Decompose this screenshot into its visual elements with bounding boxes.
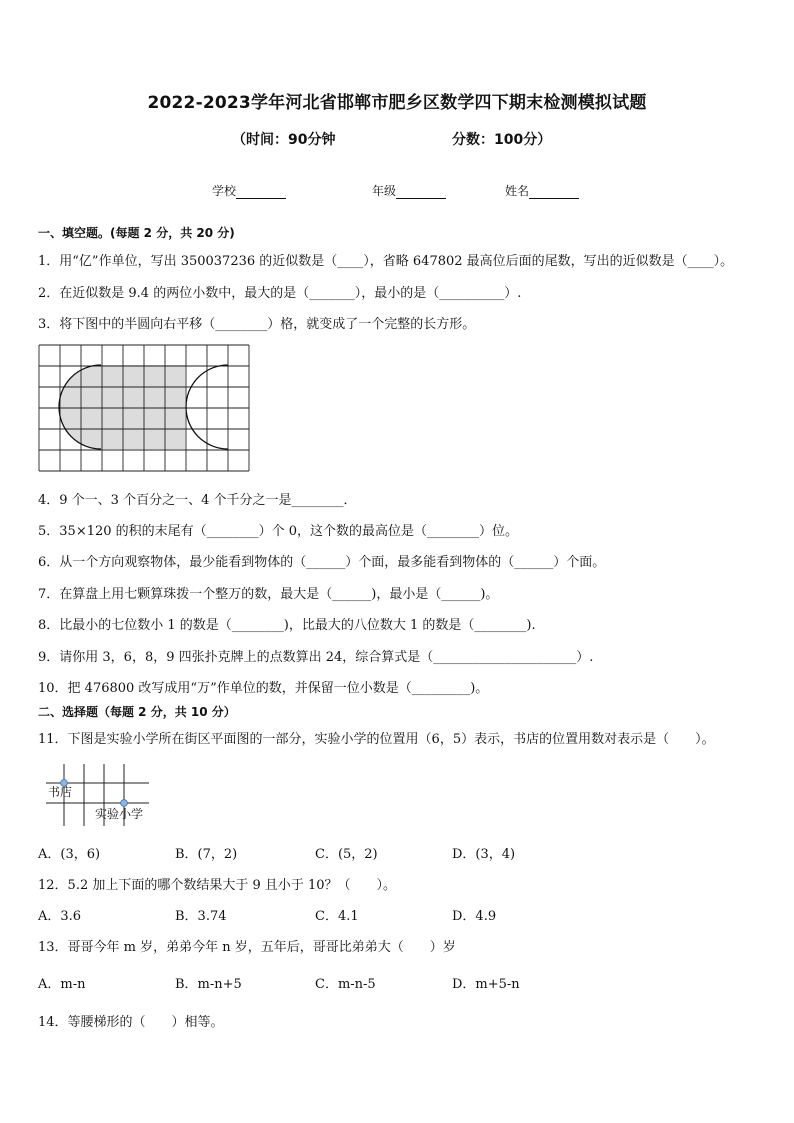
grade-field — [372, 182, 446, 199]
school-label: 实验小学 — [95, 807, 144, 821]
question-5: 5．35×120 的积的末尾有（________）个 0，这个数的最高位是（________）位。 — [38, 524, 519, 539]
name-field — [505, 182, 579, 199]
grade-label: 年级 — [372, 184, 397, 198]
q11-option-b[interactable]: B．(7，2) — [175, 847, 238, 862]
question-4: 4．9 个一、3 个百分之一、4 个千分之一是________． — [38, 493, 357, 508]
q11-option-c[interactable]: C．(5，2) — [315, 847, 378, 862]
grid-lines — [39, 345, 249, 471]
q13-option-c[interactable]: C．m-n-5 — [315, 977, 376, 992]
question-11: 11．下图是实验小学所在街区平面图的一部分，实验小学的位置用（6，5）表示，书店的位置用数对表示是（ ）。 — [38, 732, 715, 747]
q12-option-d[interactable]: D．4.9 — [452, 909, 497, 924]
school-blank — [236, 185, 286, 199]
q13-option-d[interactable]: D．m+5-n — [452, 977, 520, 992]
q13-option-b[interactable]: B．m-n+5 — [175, 977, 242, 992]
school-point — [121, 800, 128, 807]
q12-option-b[interactable]: B．3.74 — [175, 909, 227, 924]
question-9: 9．请你用 3，6，8，9 四张扑克牌上的点数算出 24，综合算式是（______________________）. — [38, 650, 594, 665]
school-label: 学校 — [212, 184, 237, 198]
question-7: 7．在算盘上用七颗算珠拨一个整万的数，最大是（______)，最小是（______)。 — [38, 587, 499, 602]
section-fill-blank: 一、填空题。(每题 2 分，共 20 分) — [38, 226, 235, 240]
question-1: 1．用“亿”作单位，写出 350037236 的近似数是（____），省略 647802 最高位后面的尾数，写出的近似数是（____）。 — [38, 254, 734, 269]
name-blank — [529, 185, 579, 199]
name-label: 姓名 — [505, 184, 530, 198]
street-map-figure — [44, 762, 169, 828]
question-8: 8．比最小的七位数小 1 的数是（________)，比最大的八位数大 1 的数是（________). — [38, 618, 536, 633]
grade-blank — [396, 185, 446, 199]
left-half-circle-fill — [59, 365, 101, 449]
bookstore-label: 书店 — [48, 785, 73, 799]
q12-option-c[interactable]: C．4.1 — [315, 909, 359, 924]
school-field — [212, 182, 286, 199]
section-multiple-choice: 二、选择题（每题 2 分，共 10 分） — [38, 705, 236, 719]
question-2: 2．在近似数是 9.4 的两位小数中，最大的是（_______），最小的是（__________）. — [38, 286, 522, 301]
question-6: 6．从一个方向观察物体，最少能看到物体的（______）个面，最多能看到物体的（______）个面。 — [38, 555, 606, 570]
question-13: 13．哥哥今年 m 岁，弟弟今年 n 岁，五年后，哥哥比弟弟大（ ）岁 — [38, 940, 456, 955]
q11-option-a[interactable]: A．(3，6) — [38, 847, 101, 862]
q13-option-a[interactable]: A．m-n — [38, 977, 86, 992]
question-12: 12．5.2 加上下面的哪个数结果大于 9 且小于 10？（ ）。 — [38, 878, 397, 893]
translation-grid-figure — [38, 344, 252, 472]
q12-option-a[interactable]: A．3.6 — [38, 909, 82, 924]
question-3: 3．将下图中的半圆向右平移（________）格，就变成了一个完整的长方形。 — [38, 317, 476, 332]
exam-score: 分数：100分） — [452, 132, 552, 148]
page-title: 2022-2023学年河北省邯郸市肥乡区数学四下期末检测模拟试题 — [147, 93, 647, 113]
question-14: 14．等腰梯形的（ ）相等。 — [38, 1015, 224, 1030]
q11-option-d[interactable]: D．(3，4) — [452, 847, 516, 862]
question-10: 10．把 476800 改写成用“万”作单位的数，并保留一位小数是（_________)。 — [38, 681, 489, 696]
exam-time: （时间：90分钟 — [232, 132, 336, 148]
shaded-rectangle — [101, 365, 185, 449]
